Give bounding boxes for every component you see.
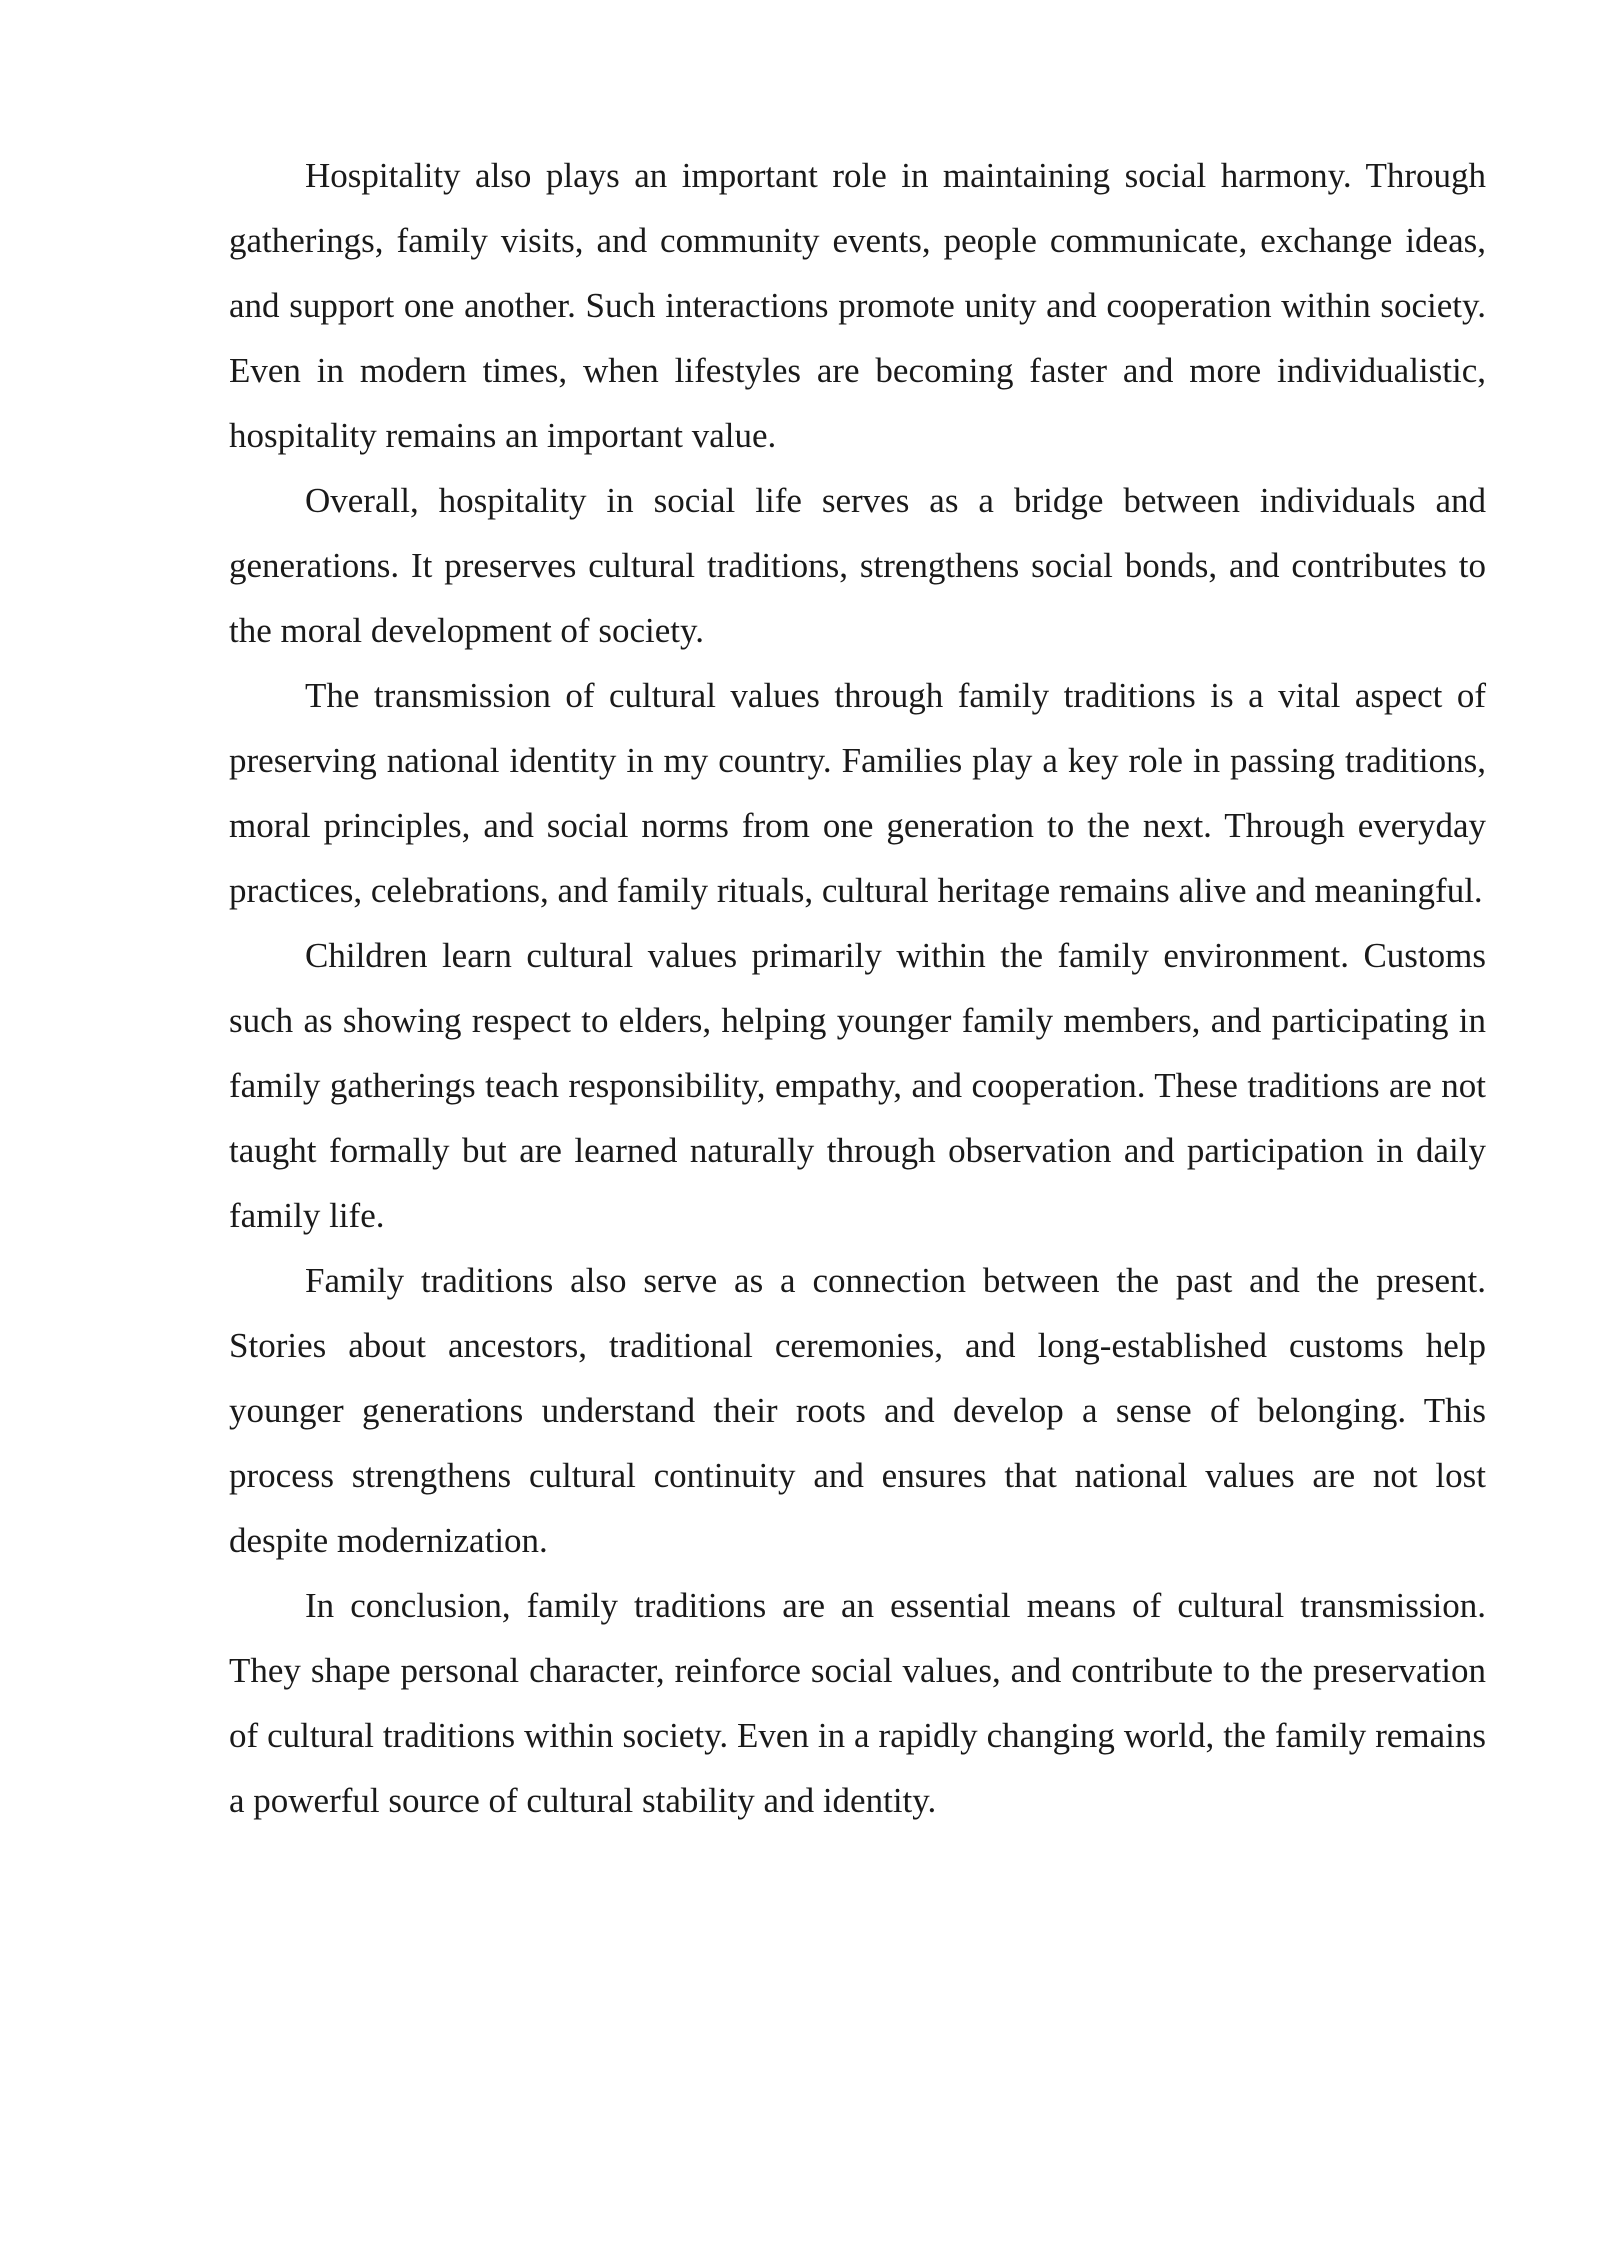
paragraph-cultural-transmission: The transmission of cultural values through family traditions is a vital aspect of preserving national identity in my country. Families play a key role in passing traditions, moral principles, and social norms from one generation to the next. Through everyday practices, celebrations, and family rituals, cultural heritage remains alive and meaningful. xyxy=(229,676,1486,910)
paragraph-children-learning: Children learn cultural values primarily within the family environment. Customs such as showing respect to elders, helping younger family members, and participating in family gatherings teach responsibility, empathy, and cooperation. These traditions are not taught formally but are learned naturally through observation and participation in daily family life. xyxy=(229,936,1486,1235)
paragraph-hospitality-overall: Overall, hospitality in social life serves as a bridge between individuals and generations. It preserves cultural traditions, strengthens social bonds, and contributes to the moral development of society. xyxy=(229,481,1486,650)
document-body xyxy=(229,143,1486,1833)
paragraph-conclusion: In conclusion, family traditions are an essential means of cultural transmission. They shape personal character, reinforce social values, and contribute to the preservation of cultural traditions within society. Even in a rapidly changing world, the family remains a powerful source of cultural stability and identity. xyxy=(229,1586,1486,1820)
paragraph-hospitality-harmony: Hospitality also plays an important role in maintaining social harmony. Through gatherings, family visits, and community events, people communicate, exchange ideas, and support one another. Such interactions promote unity and cooperation within society. Even in modern times, when lifestyles are becoming faster and more individualistic, hospitality remains an important value. xyxy=(229,156,1486,455)
paragraph-past-present-connection: Family traditions also serve as a connection between the past and the present. Stories about ancestors, traditional ceremonies, and long-established customs help younger generations understand their roots and develop a sense of belonging. This process strengthens cultural continuity and ensures that national values are not lost despite modernization. xyxy=(229,1261,1486,1560)
